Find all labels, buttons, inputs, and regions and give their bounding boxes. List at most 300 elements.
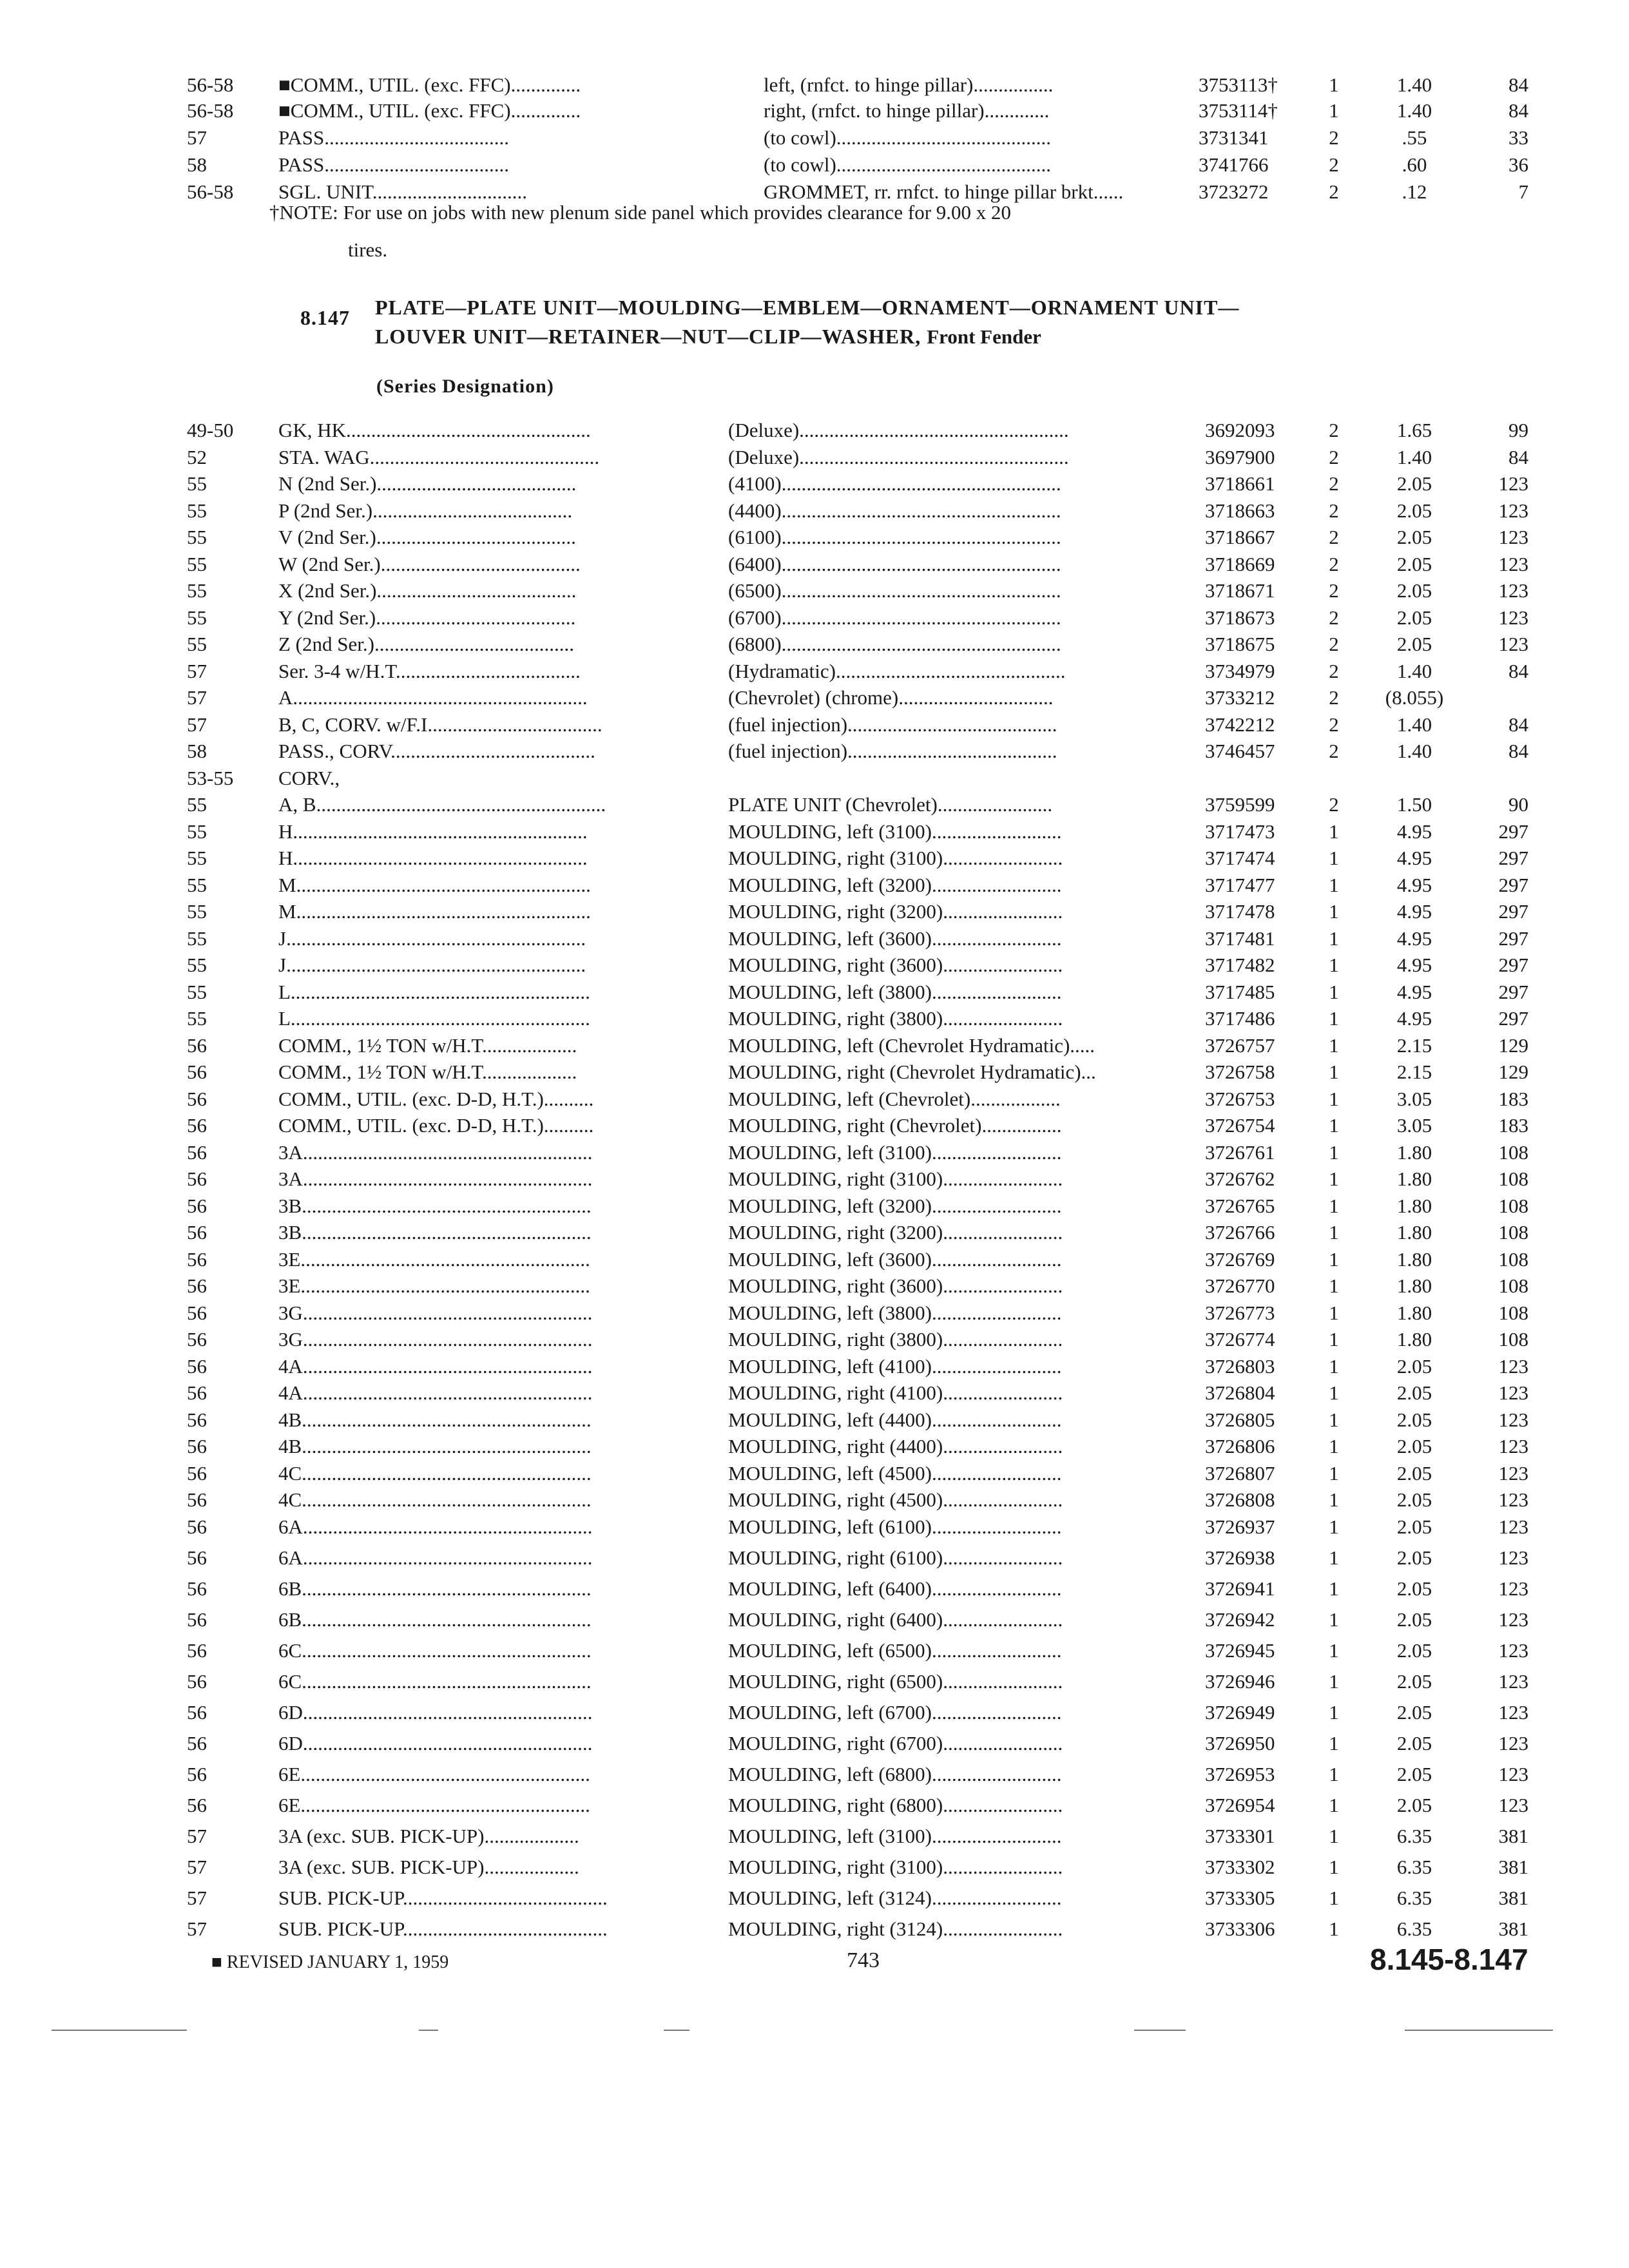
year-cell: 55 <box>187 820 207 843</box>
part-number-cell: 3726769 <box>1205 1248 1275 1271</box>
year-cell: 56 <box>187 1088 207 1110</box>
extended-price-cell: 108 <box>1498 1195 1528 1217</box>
quantity-cell: 1 <box>1329 1248 1339 1271</box>
section-title-line-1: PLATE—PLATE UNIT—MOULDING—EMBLEM—ORNAMENT—ORNAMENT UNIT— <box>375 296 1240 319</box>
extended-price-cell: 33 <box>1509 126 1528 149</box>
quantity-cell: 1 <box>1329 1355 1339 1378</box>
model-cell: 6D.......................................................... <box>278 1732 593 1754</box>
model-cell: 3G.......................................................... <box>278 1328 593 1350</box>
scan-mark <box>419 2030 438 2031</box>
description-cell: (6100)........................................................ <box>728 526 1061 548</box>
year-cell: 57 <box>187 1887 207 1909</box>
part-number-cell: 3726761 <box>1205 1141 1275 1164</box>
year-cell: 57 <box>187 686 207 709</box>
description-cell: MOULDING, left (4100).......................... <box>728 1355 1062 1378</box>
model-cell: 4B.......................................................... <box>278 1435 592 1457</box>
model-cell: M........................................................... <box>278 900 591 923</box>
description-cell: MOULDING, left (3100).......................... <box>728 1825 1062 1847</box>
part-number-cell: 3726773 <box>1205 1302 1275 1324</box>
quantity-cell: 2 <box>1329 686 1339 709</box>
price-cell: 4.95 <box>1396 954 1432 976</box>
year-cell: 58 <box>187 153 207 176</box>
description-cell: MOULDING, right (4500)........................ <box>728 1488 1063 1511</box>
year-cell: 55 <box>187 1007 207 1030</box>
part-number-cell: 3718669 <box>1205 553 1275 575</box>
price-cell: 1.65 <box>1396 419 1432 441</box>
model-cell: COMM., UTIL. (exc. D-D, H.T.).......... <box>278 1088 594 1110</box>
description-cell: MOULDING, right (6800)........................ <box>728 1794 1063 1816</box>
table-row <box>0 1113 1629 1139</box>
year-cell: 55 <box>187 793 207 816</box>
table-row <box>0 1700 1629 1725</box>
year-cell: 56 <box>187 1274 207 1297</box>
quantity-cell: 1 <box>1329 1515 1339 1538</box>
year-cell: 56 <box>187 1061 207 1083</box>
part-number-cell: 3717485 <box>1205 981 1275 1003</box>
quantity-cell: 2 <box>1329 180 1339 203</box>
quantity-cell: 1 <box>1329 1639 1339 1662</box>
year-cell: 56 <box>187 1195 207 1217</box>
description-cell: MOULDING, right (4400)........................ <box>728 1435 1063 1457</box>
extended-price-cell: 297 <box>1498 874 1528 896</box>
description-cell: MOULDING, left (6400).......................... <box>728 1577 1062 1600</box>
part-number-cell: 3726805 <box>1205 1408 1275 1431</box>
model-cell: 3A (exc. SUB. PICK-UP)................... <box>278 1825 579 1847</box>
year-cell: 53-55 <box>187 767 234 789</box>
year-cell: 56 <box>187 1732 207 1754</box>
quantity-cell: 1 <box>1329 1546 1339 1569</box>
part-number-cell: 3726806 <box>1205 1435 1275 1457</box>
model-cell: COMM., 1½ TON w/H.T................... <box>278 1061 577 1083</box>
price-cell: 2.05 <box>1396 1381 1432 1404</box>
year-cell: 56 <box>187 1168 207 1190</box>
table-row <box>0 524 1629 550</box>
part-number-cell: 3717478 <box>1205 900 1275 923</box>
part-number-cell: 3726950 <box>1205 1732 1275 1754</box>
part-number-cell: 3717481 <box>1205 927 1275 950</box>
table-row <box>0 1731 1629 1756</box>
extended-price-cell: 90 <box>1509 793 1528 816</box>
quantity-cell: 2 <box>1329 660 1339 682</box>
model-cell: PASS..................................... <box>278 126 510 149</box>
part-number-cell: 3717477 <box>1205 874 1275 896</box>
part-number-cell: 3718663 <box>1205 499 1275 522</box>
part-number-cell: 3718667 <box>1205 526 1275 548</box>
part-number-cell: 3718675 <box>1205 633 1275 655</box>
table-row <box>0 1916 1629 1942</box>
price-cell: 1.80 <box>1396 1195 1432 1217</box>
extended-price-cell: 123 <box>1498 1577 1528 1600</box>
quantity-cell: 1 <box>1329 1221 1339 1244</box>
table-row <box>0 738 1629 764</box>
part-number-cell: 3726807 <box>1205 1462 1275 1485</box>
model-cell: B, C, CORV. w/F.I................................... <box>278 713 602 736</box>
description-cell: (4100)........................................................ <box>728 472 1061 495</box>
quantity-cell: 1 <box>1329 1007 1339 1030</box>
price-cell: 2.05 <box>1396 1435 1432 1457</box>
price-cell: 2.05 <box>1396 633 1432 655</box>
price-cell: 2.15 <box>1396 1061 1432 1083</box>
quantity-cell: 1 <box>1329 1856 1339 1878</box>
section-title-line-2-main: LOUVER UNIT—RETAINER—NUT—CLIP—WASHER, <box>375 325 921 348</box>
model-cell: 3B.......................................................... <box>278 1195 592 1217</box>
table-row <box>0 1327 1629 1352</box>
quantity-cell: 1 <box>1329 1887 1339 1909</box>
extended-price-cell: 108 <box>1498 1274 1528 1297</box>
table-row <box>0 926 1629 952</box>
description-cell: (Hydramatic).............................................. <box>728 660 1066 682</box>
description-cell: MOULDING, left (6700).......................... <box>728 1701 1062 1724</box>
price-cell: 1.80 <box>1396 1328 1432 1350</box>
year-cell: 55 <box>187 954 207 976</box>
price-cell: 1.80 <box>1396 1248 1432 1271</box>
extended-price-cell: 297 <box>1498 820 1528 843</box>
scan-mark <box>52 2030 187 2031</box>
year-cell: 56 <box>187 1515 207 1538</box>
price-cell: 2.05 <box>1396 1608 1432 1631</box>
description-cell: MOULDING, right (6500)........................ <box>728 1670 1063 1693</box>
extended-price-cell: 108 <box>1498 1302 1528 1324</box>
extended-price-cell: 129 <box>1498 1061 1528 1083</box>
description-cell: MOULDING, left (3200).......................... <box>728 874 1062 896</box>
quantity-cell: 1 <box>1329 99 1339 122</box>
quantity-cell: 1 <box>1329 1088 1339 1110</box>
price-cell: 1.80 <box>1396 1302 1432 1324</box>
price-cell: 2.05 <box>1396 1408 1432 1431</box>
price-cell: 2.05 <box>1396 1462 1432 1485</box>
quantity-cell: 2 <box>1329 579 1339 602</box>
model-cell: 6B.......................................................... <box>278 1577 592 1600</box>
model-cell: H........................................................... <box>278 847 588 869</box>
part-number-cell: 3726770 <box>1205 1274 1275 1297</box>
description-cell: (Deluxe)...................................................... <box>728 446 1069 468</box>
year-cell: 56 <box>187 1608 207 1631</box>
year-cell: 55 <box>187 927 207 950</box>
extended-price-cell: 123 <box>1498 1435 1528 1457</box>
price-cell: .60 <box>1402 153 1427 176</box>
part-number-cell: 3726949 <box>1205 1701 1275 1724</box>
description-cell: MOULDING, right (3124)........................ <box>728 1917 1063 1940</box>
extended-price-cell: 183 <box>1498 1114 1528 1137</box>
year-cell: 57 <box>187 660 207 682</box>
table-row <box>0 1762 1629 1787</box>
model-cell: 4C.......................................................... <box>278 1462 592 1485</box>
table-row <box>0 605 1629 631</box>
extended-price-cell: 183 <box>1498 1088 1528 1110</box>
model-cell: 3E.......................................................... <box>278 1248 590 1271</box>
model-cell: 6E.......................................................... <box>278 1763 590 1785</box>
price-cell: 6.35 <box>1396 1825 1432 1847</box>
price-cell: 4.95 <box>1396 1007 1432 1030</box>
description-cell: MOULDING, right (4100)........................ <box>728 1381 1063 1404</box>
year-cell: 55 <box>187 633 207 655</box>
table-row <box>0 1380 1629 1406</box>
table-row <box>0 1823 1629 1849</box>
extended-price-cell: 108 <box>1498 1328 1528 1350</box>
year-cell: 55 <box>187 472 207 495</box>
table-row <box>0 1166 1629 1192</box>
extended-price-cell: 297 <box>1498 847 1528 869</box>
table-row <box>0 1059 1629 1085</box>
extended-price-cell: 123 <box>1498 1408 1528 1431</box>
extended-price-cell: 123 <box>1498 1732 1528 1754</box>
part-number-cell: 3726757 <box>1205 1034 1275 1057</box>
extended-price-cell: 84 <box>1509 446 1528 468</box>
extended-price-cell: 123 <box>1498 1794 1528 1816</box>
year-cell: 55 <box>187 606 207 629</box>
year-cell: 56 <box>187 1381 207 1404</box>
description-cell: MOULDING, left (3100).......................... <box>728 820 1062 843</box>
price-cell: 2.15 <box>1396 1034 1432 1057</box>
description-cell: MOULDING, right (3100)........................ <box>728 1856 1063 1878</box>
model-cell: Ser. 3-4 w/H.T..................................... <box>278 660 581 682</box>
quantity-cell: 1 <box>1329 1034 1339 1057</box>
price-cell: 6.35 <box>1396 1887 1432 1909</box>
description-cell: MOULDING, right (3800)........................ <box>728 1007 1063 1030</box>
extended-price-cell: 36 <box>1509 153 1528 176</box>
quantity-cell: 2 <box>1329 446 1339 468</box>
description-cell: MOULDING, right (3100)........................ <box>728 1168 1063 1190</box>
model-cell: Y (2nd Ser.)........................................ <box>278 606 576 629</box>
description-cell: MOULDING, left (6100).......................... <box>728 1515 1062 1538</box>
year-cell: 55 <box>187 499 207 522</box>
description-cell: MOULDING, right (6400)........................ <box>728 1608 1063 1631</box>
price-cell: 2.05 <box>1396 472 1432 495</box>
part-number-cell: 3726938 <box>1205 1546 1275 1569</box>
model-cell: X (2nd Ser.)........................................ <box>278 579 577 602</box>
quantity-cell: 2 <box>1329 153 1339 176</box>
table-row <box>0 1461 1629 1486</box>
description-cell: right, (rnfct. to hinge pillar)............. <box>764 99 1050 122</box>
part-number-cell: 3726942 <box>1205 1608 1275 1631</box>
table-row <box>0 1247 1629 1273</box>
price-cell: 4.95 <box>1396 847 1432 869</box>
year-cell: 56 <box>187 1302 207 1324</box>
part-number-cell: 3726803 <box>1205 1355 1275 1378</box>
quantity-cell: 1 <box>1329 1763 1339 1785</box>
part-number-cell: 3718671 <box>1205 579 1275 602</box>
extended-price-cell: 84 <box>1509 713 1528 736</box>
year-cell: 56 <box>187 1248 207 1271</box>
part-number-cell: 3726762 <box>1205 1168 1275 1190</box>
quantity-cell: 1 <box>1329 1670 1339 1693</box>
table-row <box>0 1273 1629 1299</box>
price-cell: 1.40 <box>1396 660 1432 682</box>
price-cell: 2.05 <box>1396 579 1432 602</box>
table-row <box>0 1220 1629 1245</box>
description-cell: MOULDING, left (3124).......................... <box>728 1887 1062 1909</box>
part-number-cell: 3731341 <box>1199 126 1269 149</box>
extended-price-cell: 84 <box>1509 73 1528 96</box>
extended-price-cell: 123 <box>1498 499 1528 522</box>
quantity-cell: 1 <box>1329 1061 1339 1083</box>
year-cell: 57 <box>187 1825 207 1847</box>
model-cell: STA. WAG.............................................. <box>278 446 600 468</box>
price-cell: (8.055) <box>1385 686 1444 709</box>
section-range: 8.145-8.147 <box>1370 1943 1528 1976</box>
model-cell: 6C.......................................................... <box>278 1670 592 1693</box>
quantity-cell: 2 <box>1329 553 1339 575</box>
quantity-cell: 2 <box>1329 419 1339 441</box>
model-cell: 3G.......................................................... <box>278 1302 593 1324</box>
part-number-cell: 3733306 <box>1205 1917 1275 1940</box>
section-number: 8.147 <box>300 306 350 329</box>
extended-price-cell: 123 <box>1498 633 1528 655</box>
table-row <box>0 471 1629 497</box>
description-cell: GROMMET, rr. rnfct. to hinge pillar brkt...... <box>764 180 1124 203</box>
model-cell: 3A.......................................................... <box>278 1168 593 1190</box>
model-cell: J............................................................ <box>278 954 586 976</box>
description-cell: (Chevrolet) (chrome)............................... <box>728 686 1054 709</box>
quantity-cell: 1 <box>1329 981 1339 1003</box>
part-number-cell: 3718661 <box>1205 472 1275 495</box>
description-cell: MOULDING, left (3800).......................... <box>728 1302 1062 1324</box>
price-cell: 1.80 <box>1396 1141 1432 1164</box>
quantity-cell: 1 <box>1329 1381 1339 1404</box>
price-cell: .55 <box>1402 126 1427 149</box>
price-cell: 1.40 <box>1396 446 1432 468</box>
extended-price-cell: 123 <box>1498 1515 1528 1538</box>
description-cell: (to cowl)........................................... <box>764 126 1052 149</box>
extended-price-cell: 123 <box>1498 1763 1528 1785</box>
quantity-cell: 1 <box>1329 1274 1339 1297</box>
extended-price-cell: 123 <box>1498 526 1528 548</box>
price-cell: 3.05 <box>1396 1114 1432 1137</box>
model-cell: 6A.......................................................... <box>278 1515 593 1538</box>
extended-price-cell: 123 <box>1498 553 1528 575</box>
year-cell: 55 <box>187 526 207 548</box>
model-cell: 6E.......................................................... <box>278 1794 590 1816</box>
extended-price-cell: 123 <box>1498 1381 1528 1404</box>
extended-price-cell: 84 <box>1509 660 1528 682</box>
description-cell: PLATE UNIT (Chevrolet)....................... <box>728 793 1053 816</box>
quantity-cell: 1 <box>1329 1608 1339 1631</box>
price-cell: 4.95 <box>1396 981 1432 1003</box>
price-cell: 2.05 <box>1396 1515 1432 1538</box>
table-row <box>0 1576 1629 1602</box>
table-row <box>0 1792 1629 1818</box>
model-cell: ■COMM., UTIL. (exc. FFC).............. <box>278 73 581 96</box>
part-number-cell: 3741766 <box>1199 153 1269 176</box>
description-cell: (6400)........................................................ <box>728 553 1061 575</box>
year-cell: 56 <box>187 1034 207 1057</box>
model-cell: 4B.......................................................... <box>278 1408 592 1431</box>
table-row <box>0 1885 1629 1911</box>
price-cell: 2.05 <box>1396 526 1432 548</box>
price-cell: 2.05 <box>1396 606 1432 629</box>
model-cell: PASS..................................... <box>278 153 510 176</box>
price-cell: 4.95 <box>1396 927 1432 950</box>
year-cell: 56 <box>187 1577 207 1600</box>
page-number: 743 <box>847 1948 880 1972</box>
quantity-cell: 2 <box>1329 740 1339 762</box>
model-cell: 6A.......................................................... <box>278 1546 593 1569</box>
part-number-cell: 3717486 <box>1205 1007 1275 1030</box>
model-cell: GK, HK................................................. <box>278 419 591 441</box>
quantity-cell: 1 <box>1329 73 1339 96</box>
extended-price-cell: 123 <box>1498 1462 1528 1485</box>
year-cell: 55 <box>187 847 207 869</box>
year-cell: 57 <box>187 713 207 736</box>
year-cell: 57 <box>187 1856 207 1878</box>
year-cell: 49-50 <box>187 419 234 441</box>
year-cell: 56-58 <box>187 99 234 122</box>
part-number-cell: 3733212 <box>1205 686 1275 709</box>
price-cell: 2.05 <box>1396 1794 1432 1816</box>
year-cell: 58 <box>187 740 207 762</box>
model-cell: SUB. PICK-UP......................................... <box>278 1887 608 1909</box>
extended-price-cell: 108 <box>1498 1248 1528 1271</box>
part-number-cell: 3726953 <box>1205 1763 1275 1785</box>
price-cell: 1.80 <box>1396 1221 1432 1244</box>
table-row <box>0 125 1629 151</box>
quantity-cell: 1 <box>1329 847 1339 869</box>
table-row <box>0 1434 1629 1459</box>
price-cell: .12 <box>1402 180 1427 203</box>
description-cell: MOULDING, left (3800).......................... <box>728 981 1062 1003</box>
model-cell: 3B.......................................................... <box>278 1221 592 1244</box>
quantity-cell: 2 <box>1329 713 1339 736</box>
description-cell: (4400)........................................................ <box>728 499 1061 522</box>
extended-price-cell: 108 <box>1498 1221 1528 1244</box>
price-cell: 1.50 <box>1396 793 1432 816</box>
description-cell: MOULDING, left (3600).......................... <box>728 1248 1062 1271</box>
price-cell: 4.95 <box>1396 820 1432 843</box>
quantity-cell: 1 <box>1329 1328 1339 1350</box>
table-row <box>0 1854 1629 1880</box>
quantity-cell: 1 <box>1329 900 1339 923</box>
table-row <box>0 631 1629 657</box>
quantity-cell: 1 <box>1329 1141 1339 1164</box>
table-row <box>0 952 1629 978</box>
part-number-cell: 3726945 <box>1205 1639 1275 1662</box>
table-row <box>0 498 1629 524</box>
extended-price-cell: 381 <box>1498 1887 1528 1909</box>
price-cell: 6.35 <box>1396 1917 1432 1940</box>
model-cell: 3A.......................................................... <box>278 1141 593 1164</box>
quantity-cell: 1 <box>1329 820 1339 843</box>
table-row <box>0 98 1629 124</box>
table-row <box>0 1140 1629 1166</box>
year-cell: 56 <box>187 1462 207 1485</box>
extended-price-cell: 297 <box>1498 927 1528 950</box>
price-cell: 2.05 <box>1396 499 1432 522</box>
year-cell: 55 <box>187 579 207 602</box>
year-cell: 56 <box>187 1355 207 1378</box>
description-cell: MOULDING, left (Chevrolet).................. <box>728 1088 1061 1110</box>
quantity-cell: 1 <box>1329 1114 1339 1137</box>
quantity-cell: 1 <box>1329 1794 1339 1816</box>
description-cell: MOULDING, left (4500).......................... <box>728 1462 1062 1485</box>
description-cell: MOULDING, left (3200).......................... <box>728 1195 1062 1217</box>
table-row <box>0 1669 1629 1695</box>
model-cell: P (2nd Ser.)........................................ <box>278 499 573 522</box>
description-cell: (fuel injection).......................................... <box>728 713 1057 736</box>
table-row <box>0 979 1629 1005</box>
part-number-cell: 3726753 <box>1205 1088 1275 1110</box>
extended-price-cell: 381 <box>1498 1825 1528 1847</box>
model-cell: 4A.......................................................... <box>278 1355 593 1378</box>
model-cell: SUB. PICK-UP......................................... <box>278 1917 608 1940</box>
part-number-cell: 3733305 <box>1205 1887 1275 1909</box>
year-cell: 56 <box>187 1546 207 1569</box>
model-cell: L............................................................ <box>278 1007 590 1030</box>
part-number-cell: 3726774 <box>1205 1328 1275 1350</box>
description-cell: (fuel injection).......................................... <box>728 740 1057 762</box>
description-cell: MOULDING, left (3600).......................... <box>728 927 1062 950</box>
description-cell: MOULDING, right (3100)........................ <box>728 847 1063 869</box>
price-cell: 1.80 <box>1396 1274 1432 1297</box>
